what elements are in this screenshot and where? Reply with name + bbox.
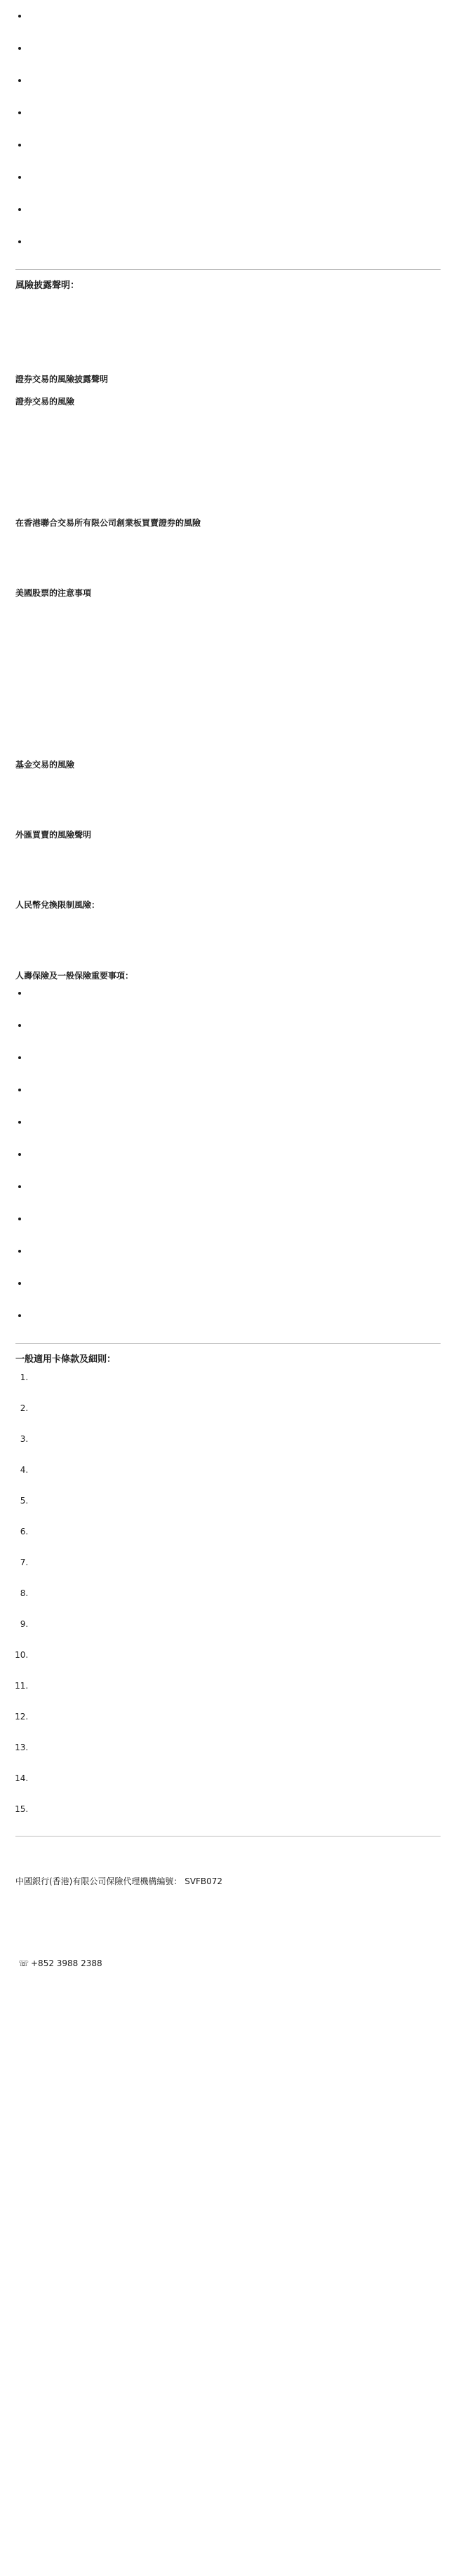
intermediary-line	[15, 1874, 441, 1888]
intro-bullet	[28, 8, 441, 36]
terms-item	[31, 1771, 441, 1798]
insurance-bullet	[28, 1147, 441, 1175]
risk-paragraph	[15, 704, 441, 749]
intermediary-label: 中國銀行(香港)有限公司保險代理機構編號：	[15, 1876, 182, 1887]
divider	[15, 1343, 441, 1344]
terms-item	[31, 1432, 441, 1459]
insurance-bullet	[28, 1082, 441, 1110]
contact-phone[interactable]: +852 3988 2388	[31, 1958, 102, 1968]
terms-item	[31, 1370, 441, 1397]
risk-paragraph	[15, 412, 441, 457]
footer-note-1	[15, 1897, 441, 1921]
risk-section-subtitle: 證券交易的風險	[15, 397, 75, 407]
insurance-bullet	[28, 1243, 441, 1272]
insurance-bullet	[28, 1050, 441, 1078]
terms-title: 一般適用卡條款及細則：	[15, 1354, 116, 1365]
risk-paragraph	[15, 533, 441, 578]
terms-list	[15, 1370, 441, 1829]
insurance-bullet	[28, 1276, 441, 1304]
insurance-bullet	[28, 1308, 441, 1336]
risk-paragraph	[15, 775, 441, 819]
risk-paragraph	[15, 845, 441, 890]
intermediary-number: SVFB072	[185, 1876, 223, 1887]
insurance-bullet	[28, 1179, 441, 1207]
divider	[15, 269, 441, 270]
phone-icon: ☏	[18, 1958, 29, 1968]
terms-item	[31, 1710, 441, 1736]
risk-section	[15, 278, 441, 1336]
risk-section-subtitle: 人壽保險及一般保險重要事項：	[15, 970, 134, 981]
intro-bullet	[28, 41, 441, 69]
insurance-bullet	[28, 986, 441, 1014]
terms-item	[31, 1648, 441, 1675]
contact-row	[15, 1956, 441, 1970]
risk-section-subtitle: 在香港聯合交易所有限公司創業板買賣證券的風險	[15, 517, 201, 528]
terms-item	[31, 1802, 441, 1829]
risk-paragraph	[15, 654, 441, 699]
terms-item	[31, 1586, 441, 1613]
terms-item	[31, 1401, 441, 1428]
insurance-bullet	[28, 1018, 441, 1046]
risk-intro	[15, 297, 441, 364]
intro-bullet	[28, 105, 441, 133]
risk-section-subtitle: 美國股票的注意事項	[15, 588, 92, 599]
terms-item	[31, 1679, 441, 1705]
risk-title: 風險披露聲明：	[15, 280, 80, 291]
risk-section-subtitle: 人民幣兌換限制風險：	[15, 900, 100, 911]
risk-paragraph	[15, 915, 441, 960]
intro-bullet	[28, 137, 441, 165]
intro-bullets	[15, 8, 441, 262]
risk-subsections	[15, 372, 441, 983]
terms-item	[31, 1494, 441, 1520]
terms-item	[31, 1463, 441, 1490]
risk-section-title: 證券交易的風險披露聲明	[15, 374, 109, 385]
risk-section-subtitle: 基金交易的風險	[15, 759, 75, 770]
risk-paragraph	[15, 463, 441, 507]
footer-disclaimer	[15, 1845, 441, 1869]
terms-item	[31, 1525, 441, 1551]
insurance-bullet	[28, 1211, 441, 1239]
footer-note-2	[15, 1927, 441, 1951]
insurance-bullet	[28, 1115, 441, 1143]
intro-bullet	[28, 73, 441, 101]
terms-item	[31, 1555, 441, 1582]
intro-bullet	[28, 202, 441, 230]
risk-paragraph	[15, 604, 441, 648]
intro-bullet	[28, 234, 441, 262]
risk-section-subtitle: 外匯買賣的風險聲明	[15, 830, 92, 840]
intro-bullet	[28, 170, 441, 198]
terms-item	[31, 1740, 441, 1767]
insurance-bullets	[15, 986, 441, 1336]
footer	[15, 1845, 441, 1970]
terms-item	[31, 1617, 441, 1644]
terms-section	[15, 1352, 441, 1829]
